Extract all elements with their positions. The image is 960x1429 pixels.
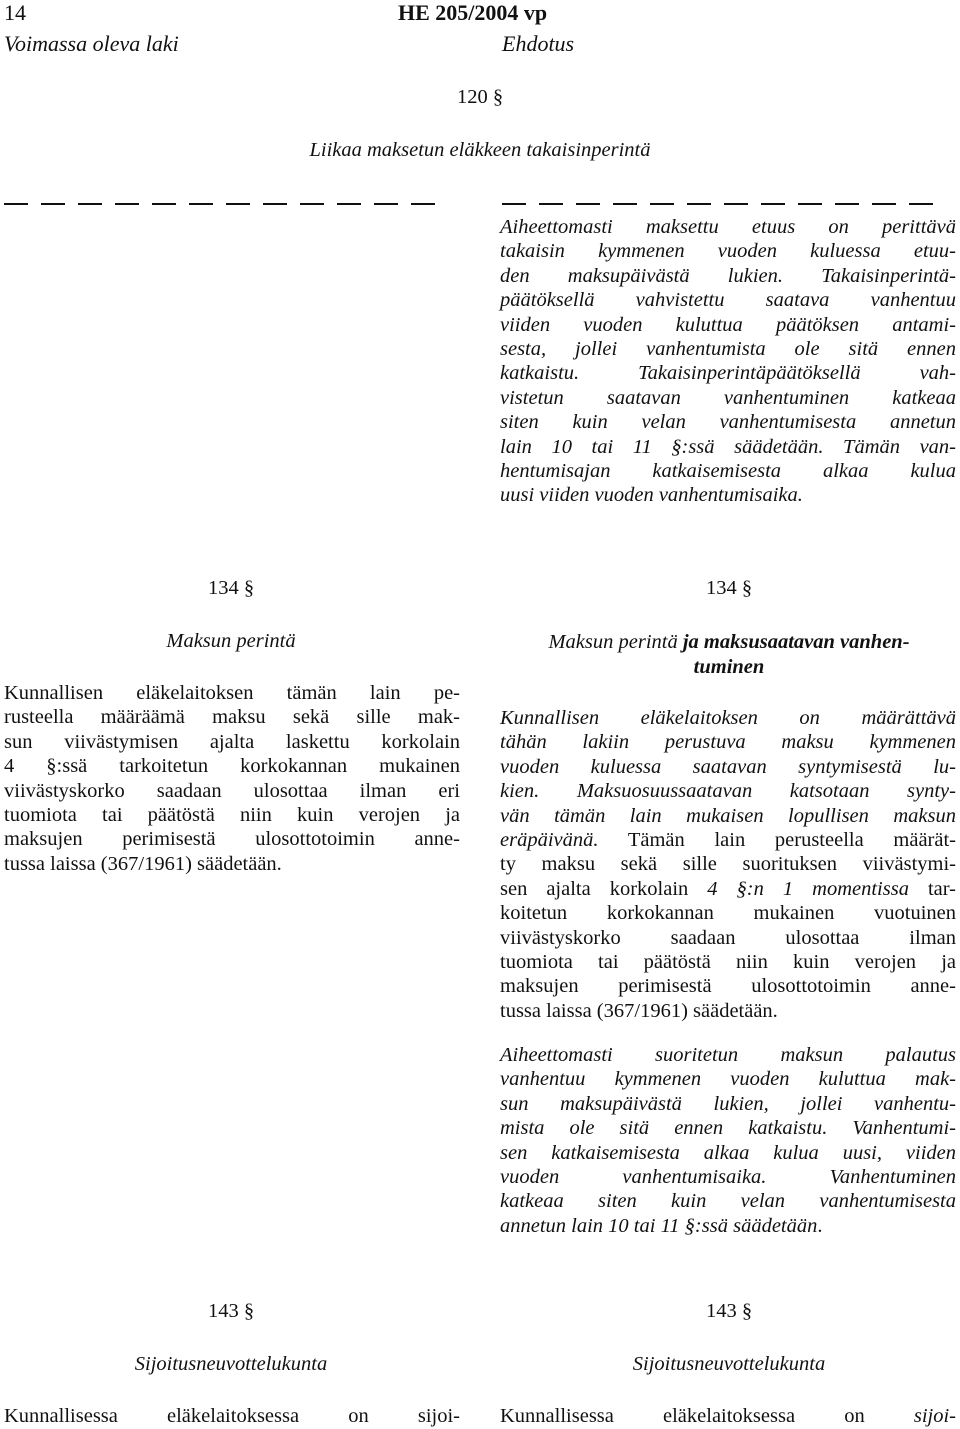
text-line: Aiheettomasti suoritetun maksun palautus xyxy=(500,1044,956,1066)
normal-run: . xyxy=(817,1214,823,1237)
text-line: siten kuin velan vanhentumisesta annetun xyxy=(500,411,956,434)
text-line: koitetun korkokannan mukainen vuotuinen xyxy=(500,902,956,925)
text-line: päätöksellä vahvistettu saatava vanhentuu xyxy=(500,289,956,312)
text-line: Kunnallisessa eläkelaitoksessa on sijoi- xyxy=(4,1405,460,1427)
section-143-current-number: 143 § xyxy=(207,1300,255,1322)
text-line: maksujen perimisestä ulosottotoimin anne- xyxy=(500,975,956,998)
normal-run: tar- xyxy=(908,877,956,900)
section-120-title: Liikaa maksetun eläkkeen takaisinperintä xyxy=(309,139,651,161)
text-line xyxy=(500,1214,956,1238)
text-line: maksujen perimisestä ulosottotoimin anne- xyxy=(4,828,460,851)
text-line: 4 §:ssä tarkoitetun korkokannan mukainen xyxy=(4,755,460,778)
text-line: tussa laissa (367/1961) säädetään. xyxy=(4,852,282,875)
text-line: viivästyskorko saadaan ulosottaa ilman xyxy=(500,926,956,949)
text-line: viivästyskorko saadaan ulosottaa ilman eri xyxy=(4,779,460,802)
text-line: Kunnallisen eläkelaitoksen tämän lain pe- xyxy=(4,682,460,704)
section-134-current-number: 134 § xyxy=(207,577,255,599)
normal-run: sen ajalta korkolain xyxy=(500,877,708,900)
section-143-current-title: Sijoitusneuvottelukunta xyxy=(134,1353,328,1375)
section-143-proposal-number: 143 § xyxy=(705,1300,753,1322)
text-line: rusteella määräämä maksu sekä sille mak- xyxy=(4,706,460,729)
section-134-current-paragraph xyxy=(4,681,460,876)
page-number: 14 xyxy=(4,0,26,25)
text-line: viiden vuoden kuluttua päätöksen antami- xyxy=(500,313,956,336)
text-line: tuomiota tai päätöstä niin kuin verojen ja xyxy=(4,804,460,827)
italic-run: eräpäivänä. xyxy=(500,829,599,852)
italic-run: annetun lain 10 tai 11 §:ssä säädetään xyxy=(500,1214,818,1237)
normal-run: Kunnallisessa eläkelaitoksessa on xyxy=(500,1405,914,1427)
text-line: kien. Maksuosuussaatavan katsotaan synty- xyxy=(500,780,956,803)
text-line: tuomiota tai päätöstä niin kuin verojen ja xyxy=(500,951,956,974)
section-143-proposal-title: Sijoitusneuvottelukunta xyxy=(632,1353,826,1375)
text-line: vän tämän lain mukaisen lopullisen maksun xyxy=(500,804,956,827)
text-line: Aiheettomasti maksettu etuus on perittävä xyxy=(500,216,956,238)
text-line: mista ole sitä ennen katkaistu. Vanhentumi- xyxy=(500,1117,956,1140)
text-line: vistetun saatavan vanhentuminen katkeaa xyxy=(500,386,956,409)
text-line: Kunnallisen eläkelaitoksen on määrättävä xyxy=(500,707,956,729)
text-line: den maksupäivästä lukien. Takaisinperintä- xyxy=(500,264,956,287)
section-134-current-title: Maksun perintä xyxy=(166,630,296,652)
text-line: sun viivästymisen ajalta laskettu korkolain xyxy=(4,730,460,753)
section-120-number: 120 § xyxy=(456,86,504,108)
omitted-text-left-dashes xyxy=(4,203,444,205)
section-134-proposal-title xyxy=(500,630,958,680)
omitted-text-right-dashes xyxy=(502,203,946,205)
text-line: vuoden kuluessa saatavan syntymisestä lu- xyxy=(500,755,956,778)
title-added-part-1: ja maksusaatavan vanhen- xyxy=(682,631,910,653)
text-line: sun maksupäivästä lukien, jollei vanhentu- xyxy=(500,1092,956,1115)
italic-run: sijoi- xyxy=(913,1405,956,1427)
section-134-proposal-number: 134 § xyxy=(705,577,753,599)
page-header xyxy=(0,0,960,60)
normal-run: Tämän lain perusteella määrät- xyxy=(598,829,956,852)
section-134-proposal-paragraph-2 xyxy=(500,1043,956,1238)
section-143-proposal-paragraph xyxy=(500,1404,956,1428)
text-line: takaisin kymmenen vuoden kuluessa etuu- xyxy=(500,240,956,263)
text-line: sesta, jollei vanhentumista ole sitä ennen xyxy=(500,338,956,361)
text-line: tussa laissa (367/1961) säädetään. xyxy=(500,999,778,1022)
title-added-part-2: tuminen xyxy=(693,656,765,678)
document-id: HE 205/2004 vp xyxy=(398,0,548,25)
text-line: ty maksu sekä sille suorituksen viivästymi- xyxy=(500,853,956,876)
text-line: lain 10 tai 11 §:ssä säädetään. Tämän van- xyxy=(500,435,956,458)
section-120-proposal-paragraph xyxy=(500,215,956,508)
text-line: hentumisajan katkaisemisesta alkaa kulua xyxy=(500,460,956,483)
proposal-label: Ehdotus xyxy=(502,31,575,56)
text-line xyxy=(500,1404,956,1428)
text-line: uusi viiden vuoden vanhentumisaika. xyxy=(500,484,803,507)
italic-run: 4 §:n 1 momentissa xyxy=(707,877,909,900)
text-line xyxy=(500,828,956,852)
text-line: sen katkaisemisesta alkaa kulua uusi, viiden xyxy=(500,1141,956,1164)
section-134-proposal-paragraph-1 xyxy=(500,706,956,1023)
current-law-label: Voimassa oleva laki xyxy=(4,31,179,56)
section-143-current-paragraph xyxy=(4,1404,460,1428)
text-line: katkaistu. Takaisinperintäpäätöksellä vah- xyxy=(500,362,956,385)
text-line: katkeaa siten kuin velan vanhentumisesta xyxy=(500,1190,956,1213)
title-plain-part: Maksun perintä xyxy=(548,631,683,653)
text-line: tähän lakiin perustuva maksu kymmenen xyxy=(500,731,956,754)
text-line: vuoden vanhentumisaika. Vanhentuminen xyxy=(500,1166,956,1189)
text-line xyxy=(500,877,956,901)
text-line: vanhentuu kymmenen vuoden kuluttua mak- xyxy=(500,1068,956,1091)
